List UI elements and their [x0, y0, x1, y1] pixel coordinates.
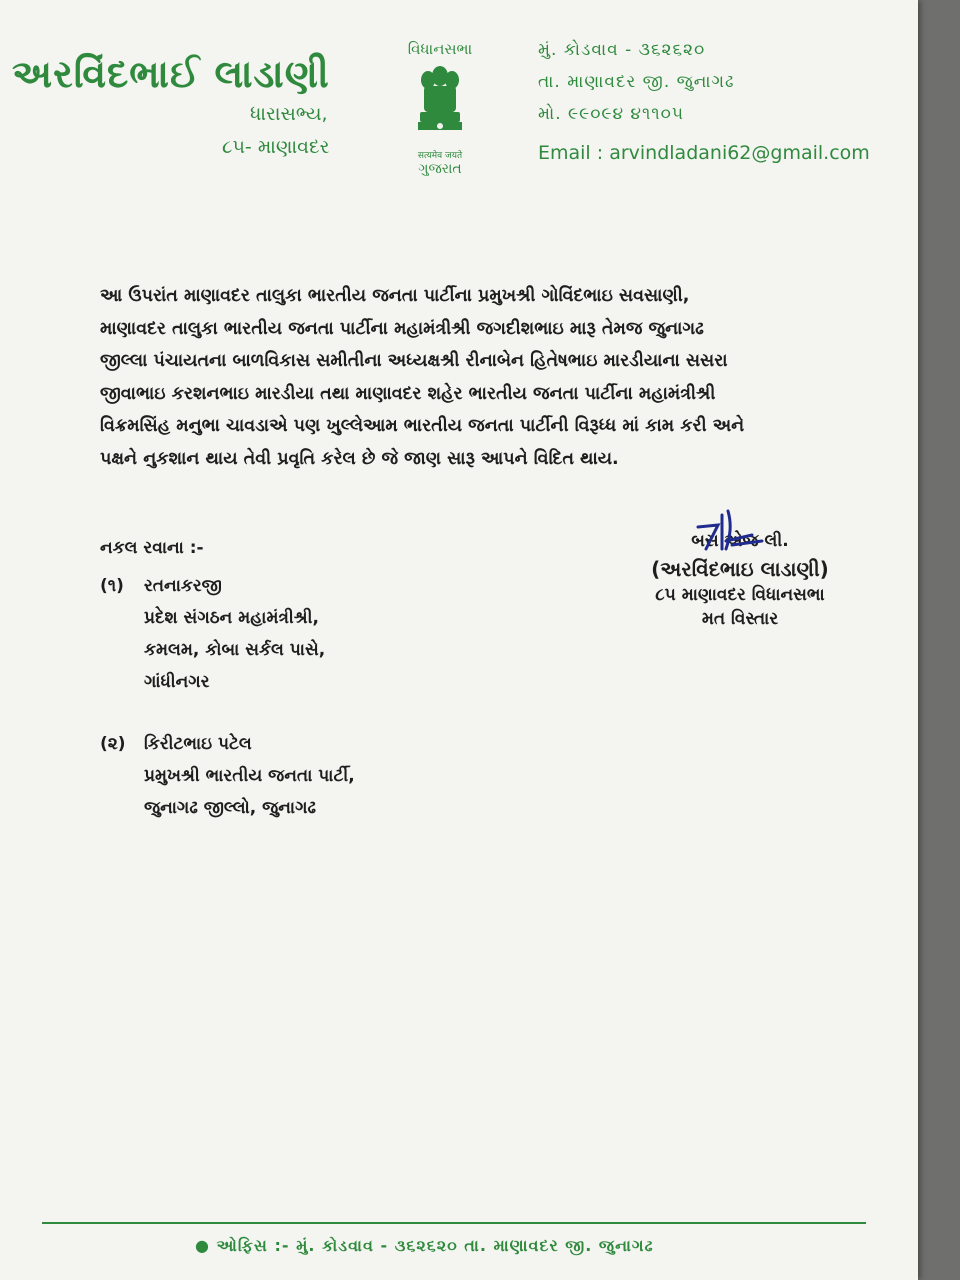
signatory-area: મત વિસ્તાર — [701, 609, 779, 629]
copy-recipient-1 — [100, 570, 325, 698]
body-line: જીવાભાઇ કરશનભાઇ મારડીયા તથા માણાવદર શહેર ભારતીય જનતા પાર્ટીના મહામંત્રીશ્રી — [100, 383, 716, 404]
letterhead-designation: ધારાસભ્ય, — [250, 103, 328, 125]
recipient-line: ગાંધીનગર — [144, 672, 210, 692]
email-address: Email : arvindladani62@gmail.com — [538, 142, 870, 164]
recipient-line: પ્રદેશ સંગઠન મહામંત્રીશ્રી, — [144, 608, 319, 628]
letterhead-constituency: ૮૫- માણાવદર — [222, 136, 330, 158]
copy-recipient-2 — [100, 728, 355, 824]
body-line: જીલ્લા પંચાયતના બાળવિકાસ સમીતીના અધ્યક્ષશ્રી રીનાબેન હિતેષભાઇ મારડીયાના સસરા — [100, 351, 728, 371]
recipient-number: (૨) — [100, 734, 126, 754]
recipient-line: કિરીટભાઇ પટેલ — [144, 734, 252, 754]
ashoka-emblem-icon — [412, 62, 468, 146]
recipient-line: રતનાકરજી — [144, 576, 222, 596]
letter-body — [100, 280, 860, 475]
recipient-line: પ્રમુખશ્રી ભારતીય જનતા પાર્ટી, — [144, 766, 355, 786]
handwritten-signature — [692, 505, 772, 555]
body-line: વિક્રમસિંહ મનુભા ચાવડાએ પણ ખુલ્લેઆમ ભારતીય જનતા પાર્ટીની વિરૂધ્ધ માં કામ કરી અને — [100, 416, 745, 436]
phone-number: મો. ૯૯૦૯૪ ૪૧૧૦૫ — [538, 104, 685, 124]
copies-heading: નકલ રવાના :- — [100, 538, 204, 558]
recipient-number: (૧) — [100, 576, 124, 596]
footer-divider — [42, 1222, 866, 1224]
body-line: પક્ષને નુકશાન થાય તેવી પ્રવૃતિ કરેલ છે જે જાણ સારૂ આપને વિદિત થાય. — [100, 448, 619, 469]
emblem-top-label: વિધાનસભા — [407, 40, 473, 58]
recipient-line: જુનાગઢ જીલ્લો, જુનાગઢ — [144, 798, 316, 818]
signature-block — [600, 505, 880, 629]
emblem-block — [395, 40, 485, 177]
emblem-state-label: ગુજરાત — [418, 161, 462, 177]
recipient-line: કમલમ, કોબા સર્કલ પાસે, — [144, 640, 326, 660]
footer-office-address: ● ઓફિસ :- મું. કોડવાવ - ૩૬૨૬૨૦ તા. માણાવદર જી. જુનાગઢ — [195, 1236, 654, 1255]
address-village: મું. કોડવાવ - ૩૬૨૬૨૦ — [538, 40, 706, 60]
emblem-motto: सत्यमेव जयते — [417, 151, 463, 161]
body-line: આ ઉપરાંત માણાવદર તાલુકા ભારતીય જનતા પાર્ટીના પ્રમુખશ્રી ગોવિંદભાઇ સવસાણી, — [100, 286, 690, 306]
letterhead-name: અરવિંદભાઈ લાડાણી — [12, 52, 330, 96]
body-line: માણાવદર તાલુકા ભારતીય જનતા પાર્ટીના મહામંત્રીશ્રી જગદીશભાઇ મારૂ તેમજ જુનાગઢ — [100, 318, 704, 339]
address-taluka: તા. માણાવદર જી. જુનાગઢ — [538, 72, 735, 92]
signatory-constituency: ૮૫ માણાવદર વિધાનસભા — [655, 585, 825, 605]
closing-text: બસ એજ લી. — [691, 531, 789, 551]
signatory-name: (અરવિંદભાઇ લાડાણી) — [651, 557, 829, 581]
